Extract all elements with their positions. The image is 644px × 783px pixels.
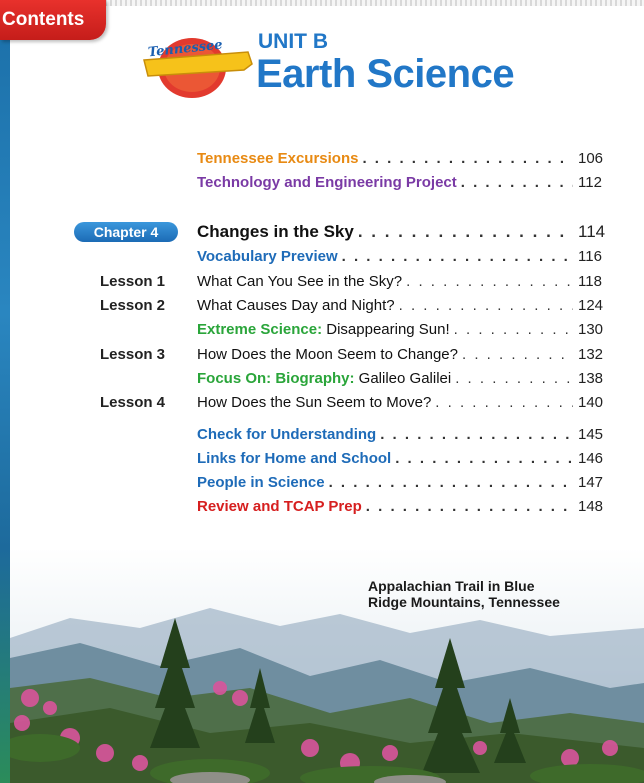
toc-page-number: 116 xyxy=(578,248,602,265)
toc-page-number: 130 xyxy=(578,321,604,338)
unit-title: Earth Science xyxy=(256,52,515,96)
toc-page-number: 148 xyxy=(578,498,604,515)
toc-title: People in Science . . . xyxy=(197,471,577,494)
lesson-label: Lesson 3 xyxy=(100,346,166,363)
toc-title: How Does the Moon Seem to Change? . . . xyxy=(197,343,577,366)
toc-row[interactable] xyxy=(0,447,644,470)
toc-row[interactable] xyxy=(0,367,644,390)
contents-tab[interactable] xyxy=(0,0,106,40)
top-strip xyxy=(100,0,644,6)
toc-page-number: 118 xyxy=(578,273,602,290)
toc-row[interactable] xyxy=(0,471,644,494)
lesson-label: Lesson 2 xyxy=(100,297,166,314)
caption-line-2: Ridge Mountains, Tennessee xyxy=(368,594,560,610)
lesson-label: Lesson 1 xyxy=(100,273,166,290)
toc-title: Check for Understanding . . . xyxy=(197,423,577,446)
toc-row[interactable] xyxy=(0,270,644,293)
toc-title: Extreme Science: Disappearing Sun! . . . xyxy=(197,318,577,341)
contents-tab-label: Contents xyxy=(2,9,85,30)
toc-row[interactable] xyxy=(0,294,644,317)
toc-row[interactable] xyxy=(0,495,644,518)
toc-title: What Can You See in the Sky? . . . xyxy=(197,270,577,293)
unit-label: UNIT B xyxy=(258,30,328,53)
toc-page-number: 147 xyxy=(578,474,604,491)
toc-title: Changes in the Sky . . . xyxy=(197,220,577,243)
toc-page-number: 138 xyxy=(578,370,604,387)
lesson-label: Lesson 4 xyxy=(100,394,166,411)
toc-title: How Does the Sun Seem to Move? . . . xyxy=(197,391,577,414)
toc-page-number: 146 xyxy=(578,450,604,467)
toc-title: Links for Home and School . . . xyxy=(197,447,577,470)
toc-page-number: 140 xyxy=(578,394,604,411)
toc-row[interactable] xyxy=(0,423,644,446)
toc-title: Focus On: Biography: Galileo Galilei . . . xyxy=(197,367,577,390)
toc-row[interactable] xyxy=(0,220,644,243)
tennessee-state-icon xyxy=(140,30,256,100)
toc-title: Tennessee Excursions . . . xyxy=(197,147,577,170)
toc-page-number: 106 xyxy=(578,150,604,167)
caption-line-1: Appalachian Trail in Blue xyxy=(368,578,535,594)
toc-row[interactable] xyxy=(0,391,644,414)
toc-row[interactable] xyxy=(0,147,644,170)
chapter-badge: Chapter 4 xyxy=(74,222,178,242)
toc-row[interactable] xyxy=(0,171,644,194)
toc-page-number: 124 xyxy=(578,297,604,314)
toc-page-number: 145 xyxy=(578,426,604,443)
tennessee-logo-text: Tennessee xyxy=(147,37,224,61)
toc-page-number: 114 xyxy=(578,222,606,241)
toc-title: Technology and Engineering Project . . . xyxy=(197,171,577,194)
toc-title: Review and TCAP Prep . . . xyxy=(197,495,577,518)
photo-caption xyxy=(368,578,628,610)
toc-title: What Causes Day and Night? . . . xyxy=(197,294,577,317)
tennessee-logo xyxy=(140,30,256,100)
toc-page-number: 112 xyxy=(578,174,602,191)
toc-row[interactable] xyxy=(0,245,644,268)
toc-row[interactable] xyxy=(0,343,644,366)
toc-page-number: 132 xyxy=(578,346,604,363)
toc-row[interactable] xyxy=(0,318,644,341)
toc-title: Vocabulary Preview . . . xyxy=(197,245,577,268)
feature-prefix: Extreme Science: xyxy=(197,321,323,338)
feature-prefix: Focus On: Biography: xyxy=(197,370,355,387)
